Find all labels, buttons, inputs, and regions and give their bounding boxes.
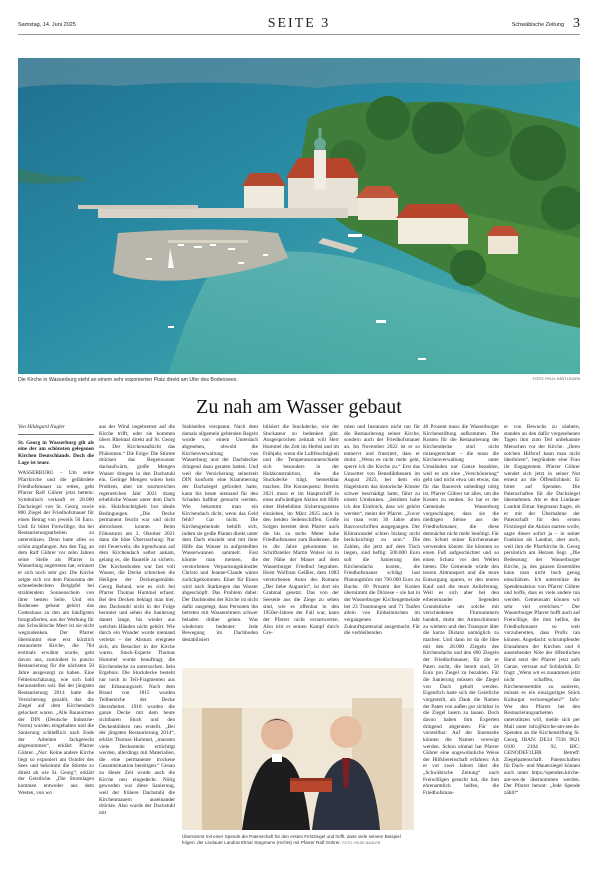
column-text: bilisiert die Stuckdecke, wie der Stuckateur zu bedenken gibt. Ausgesprochen zeitnah will Herr Hummel die Zeit im Herbst und im Frühjahr, wenn die Luftfeuchtigkeit und die Temperaturunterschiede sich besonders in der Holzkonstruktion, die die Stuckdecke trägt, bemerkbar machen. Die Konsequenz: Bereits 2021 muss er im Hauptschiff in einer aufwändigen Aktion mit Hilfe einer Hebebühne Sicherungsnetze einziehen, im März 2025 auch in den beiden Seitenschiffen. Große Sorgen bereitet dem Pfarrer auch die bis zu sechs Meter hohe Friedhofsmauer zum Bodensee, die in die Jahre gekommen ist. Schriftsteller Martin Walser ist in der Nähe der Mauer auf dem Wasserburger Friedhof begraben. Horst Wolfram Geißler, dem 1983 verstorbenen Autor des Romans „Der liebe Augustin“, ist dort ein Grabmal gesetzt. Das von der Seeseite aus die Ziege zu sehen sind, wie es offenbar in den 1950er-Jahren der Fall war, kann der Pfarrer nicht verantworten. Also tritt er seinen Kampf durch Gre- xyxy=(263,424,339,637)
section-title: SEITE 3 xyxy=(267,16,331,31)
column-text: mien und Instanzen nicht nur für die Restaurierung seiner Kirche, sondern auch der Friedhofsmauer an. Im November 2022 ist er so entnervt und frustriert, dass er droht: „Wenn es nicht mehr geht, sperre ich die Kirche zu.“ Erst das Unwetter von Benediktbeuern im August 2023, bei dem ein Hagelsturm das historische Kloster schwer beschädigt hatte, führt zu einem Umdenken. „Seitdem habe ich den Eindruck, dass wir gehört werden“, meint der Pfarrer. „Zuvor ist man vom 30 Jahre alten Bauvorschriften ausgegangen. Der Klimawandel schien bislang nicht berücksichtigt zu sein.“ Die Zahlen, die jetzt auf dem Tisch liegen, sind heftig: 500.000 Euro soll die Sanierung des Kirchendachs kosten, die Friedhofsmauer schlägt laut Planungsbüro mit 700.000 Euro zu Buche. 60 Prozent der Kosten übernimmt die Diözese – sie hat in der Wasserburger Kirchengemeinde bei 23 Traumungen und 71 Taufen allein von Einheimischen im vergangenen Jahr Zukunftspotenzial ausgemacht. Für die verbleibenden xyxy=(344,424,420,637)
photo-caption: Die Kirche in Wasserburg steht an einem sehr exponierten Platz direkt am Ufer des Bodensees. xyxy=(18,377,238,383)
article-column-5 xyxy=(344,424,420,664)
lead-photo xyxy=(18,58,580,374)
inset-caption-text: Übernimmt mit einer Spende die Patenschaft für den ersten Firstziegel und hofft, dass viele seinem Beispiel folgen: der Lindauer Landrat Elmar Stegmann (rechts) mit Pfarrer Ralf Gührer. xyxy=(182,834,401,845)
column-text: 40 Prozent muss die Wasserburger Kirchenstiftung aufkommen. Die Kosten für die Restaurierung der Kirchendecke sind nicht mitangerechnet – die muss die Kirchenverwaltung unter Umständen nur Ganze bezahlen, weil es um eine „Verschönerung“ geht und nicht etwa um etwas, das für das Bauwerk unbedingt nötig ist. Pfarrer Gührer tut alles, um die Kosten zu senken. So hat er der Gemeinde Wasserburg vorgeschlagen, dass sie die niedrigen Steine aus der Friedhofsmauer, die diese demnächst nicht mehr benötigt. Für den Schutt seiner Kirchenmauer verwenden könnte. Sie könnten so einen Fuß aufgeschichtet und so einen Schutz vor den Wellen bieten. Die Gemeinde würde den teuren Abtransport und die teure Entsorgung sparen, er den teuren Kauf und die teure Anlieferung. Weil es sich aber bei den erbeneinander liegenden Grundstücke um solche mit verschiedenen Flurnummern handelt, droht der Amtsschimmel zu wiehern und den Transport über die kurze Distanz unmöglich zu machen. Und dann ist da die Idee mit den 28.000 Ziegeln des Kirchendachs und den 800 Ziegeln der Friedhofsmauer, für die er Paten sucht, die bereit sind, 50 Euro pro Ziegel zu bezahlen. Für die Sanierung müssen die Ziegel von Dach geholt werden. Eigentlich hatte sich der Geistliche vorgestellt, als Dank die Namen der Paten von außen gut sichtbar in die Ziegel lasern zu lassen. Doch davon haben ihm Experten dringend abgeraten: Für sie vorstellbar: Auf der Innenseite können die Namen verewigt werden. Schon einmal hat Pfarrer Gührer eine ungewöhnliche Weise der Hilfsbereitschaft erfahren: Als er vor zwei Jahren über die „Schwäbische Zeitung“ nach Freiwilligen gesucht hat, die ihm ehrenamtlich helfen, die Friedhofsmau- xyxy=(423,424,499,797)
article-column-7 xyxy=(504,424,580,859)
inset-photo xyxy=(182,668,414,830)
article-body xyxy=(18,424,580,859)
column-text: aus der Wind ungebremst auf die Kirche trifft, oder sie kommen übers Rheintal direkt auf St. Georg zu. Der Kirchenaufsicht das Phänomen.“ Die Folge: Die Stürme drücken das Regenwasser dachaufwärts, große Mengen Wasser dringen in den Dachstuhl ein. Geringe Mengen wären kein Problem, aber im sturmreichen regenreichen Jahr 2021 drang erhebliche Wasser unter dem Dach ein. Holzfeuchtigkeit bot ideale Bedingungen. „Die Decke permanent feucht war und nicht abtrocknen konnte. Beim Föhnsturm am 3. Oktober 2021 dann die böse Überraschung: Nur mit Feuerwehr, die irgendwann auf dem Kirchendach selbst ankam, gelang es, die Bauteile zu sichern. Der Kirchenboden war fast voll Wasser, die Decke schrecken die Heiligen der Deckengemälde. Georg Belund, wie es sich bei Pfarrer Thomas Hummel erfasst. Bei den Decken beklagt man hier, den Dachstuhl nicht in der Folge herunter und sehen die Sanierung dauert lange, bis wieder aus welchen Händen nicht gehört. Wie durch ein Wunder wurde niemand verletzt – der Absturz ereignete sich, als Besucher in der Kirche waren. Stuck-Experte Thomas Hummel wurde beauftragt, die Kirchendecke zu untersuchen. Sein Ergebnis: Die Stuckdecke besteht nur noch in Teil-Fragmenten aus der Erbauungszeit. Nach dem Brand von 1815 wurden Teilbereiche der Decke überarbeitet. 1918 wurden die ganze Decke mit dem heute sichtbaren Stuck und den Deckenbildern neu erstellt. „Bei der jüngsten Restaurierung 2014“, erklärt Thomas Hummel, „mussten viele Deckenteile ertüchtigt werden, allerdings mit Materialien, die eine permanente trockene Gesamtsituation benötigen.“ Genau zu dieser Zeit wurde auch die Kirche neu eingedeckt. Nötig geworden war diese Sanierung, weil der frühere Dachstuhl die Kirchenmauern auseinander drückte. Also wurde der Dachstuhl mit xyxy=(99,424,175,817)
author-byline: Von Hildegard Nagler xyxy=(18,424,94,435)
column-text: er von Bewuchs zu säubern, standen an den dafür vorgesehenen Tagen ihm zum Teil unbekannte Menschen vor der Kirche. „Ihren solchen Hilfsruf kann man nicht überhören“, begründete eine Frau ihr Engagement. Pfarrer Gührer wendet sich jetzt in seiner Not erneut an die Öffentlichkeit: Er bittet auf Spenden. Die Patenschaften für die Dachziegel übernehmen. Als er den Lindauer Landrat Elmar Stegmann fragte, ob er mit der Übernahme der Patenschaft für den ersten Firstziegel die Aktion starten wolle, sagte dieser sofort ja – in seiner Funktion als Landrat, aber auch, weil ihm die Pfarrkirche St. Georg persönlich am Herzen liegt. „Die Bedeutung der Wasserburger Kirche, ja, des ganzen Ensembles kann man nicht hoch genug einschätzen. Ich unterstütze die Spendenaktion von Pfarrer Gührer und hoffe, dass es viele andere tun werden. Gemeinsam können wir sehr viel erreichen.“ Der Wasserburger Pfarrer hofft auch auf Freiwillige, die ihm helfen, die Friedhofsmauer so weit vorzubereiten, dass Profis ran können. Angedacht: schrumpfender Einnahmen der Kirchen und 6 ausstehender Nöte der öffentlichen Hand setzt der Pfarrer jetzt aufs Ganze, vertraut auf Solidarität. Er fragt: „Wenn wir es zusammen jetzt nicht schaffen, das Kirchenensemble zu sanieren, müsste es ein einzigartiges Stück Kulturgut verlorengehen?“ Info: Wer den Pfarrer bei den Restaurierungsarbeiten unterstützen will, melde sich per Mail unter info@kirche-am-see.de. Spenden an die Kirchenstiftung St. Georg, IBAN: DE34 7336 9821 0100 2104 92, BIC: GENODEF1LBR Betreff: Ziegelpatenschaft. Patenschaften für Dach- und Mauerziegel können auch unter https://spenden.kirche-am-see.de übernommen werden. Der Pfarrer betont: „Jede Spende zählt!“ xyxy=(504,424,580,797)
issue-date: Samstag, 14. Juni 2025 xyxy=(18,22,76,28)
column-text: Stahlseilen verspannt. Nach dem damals allgemein geltenden Regeln wurde von einem Unterdach abgesehen, obwohl die Kirchenverwaltung von Wasserburg und der Dachdecker dringend dazu geraten hatten. Und weil die Versicherung seinerzeit DIN konform eine Klammerung der Dachziegel gefordert hatte, kann bis heute niemand für den Schaden haftbar gemacht werden. Wie bekommt man ein Kirchendach dicht, wenn das Geld fehlt? Gar nicht. Die Kirchengemeinde behilft sich, indem sie große Planen direkt unter dem Dach einzieht und mit ihrer Hilfe das Wasser in aufgestellten Wasserwannen sammelt. Fast könnte man meinen, die verstorbenen Verpackungskünstler Christo und Jeanne-Claude wären zurückgekommen. Einer für Einen wird nach Starkregen das Wasser abgeschöpft. Das Problem dabei: Der Dachboden der Kirche ist nicht dafür ausgelegt, dass Personen ihn betreten mit Wassereimern schwer beladen drüber gehen. Was wiederum bedeutet: Jede Bewegung im Dachboden destabilisiert xyxy=(182,424,258,643)
page-header xyxy=(18,12,580,35)
article-column-3 xyxy=(182,424,258,664)
article-headline: Zu nah am Wasser gebaut xyxy=(196,396,402,418)
article-teaser: St. Georg in Wasserburg gilt als eine der am schönsten gelegenen Kirchen Deutschlands. Doch die Lage ist teuer. xyxy=(18,439,94,466)
newspaper-name: Schwäbische Zeitung xyxy=(511,22,564,28)
inset-credit: FOTO: HILDE NAGLER xyxy=(342,840,381,845)
article-column-6 xyxy=(423,424,499,859)
article-column-1 xyxy=(18,424,94,859)
article-column-4 xyxy=(263,424,339,664)
inset-caption xyxy=(182,834,414,847)
two-men-photo xyxy=(182,668,414,830)
column-text: WASSERBURG – Um seine Pfarrkirche und die gefährdete Friedhofsmauer zu retten, geht Pfarrer Ralf Gührer jetzt betteln: Symbolisch verkauft er 28.000 Dachziegel von St. Georg sowie 800 Ziegel der Friedhofsmauer für einen Betrag von jeweils 50 Euro. Und: Er bittet Freiwillige, ihn bei Restaurierungsarbeiten zu unterstützen. Denn hatte alles so schön angefangen. Am den Tag, an dem Ralf Gührer vor zehn Jahren seine Stelle als Pfarrer in Wasserburg angetreten hat, erinnert er sich noch sehr gut. Die Kirche zeigte sich vor dem Panorama der schneebedeckten Bergipfel bei strahlendem Sonnenschein von ihrer besten Seite. Und ein Bodensee gebaut gehört das Gotteshaus zu den am häufigsten fotografierten, aus der Werbung für das Schwäbische Meer ist sie nicht wegzudenken. Der Pfarrer übernimmt eine erst kürzlich restaurierte Kirche, die 784 erstmals erwähnt wurde, geht davon aus, zumindest in puncto Restaurierung für die nächsten 50 Jahre ausgesorgt zu haben. Eine Fehleinschätzung, wie sich bald herausstellen soll. Bei der jüngsten Restaurierung 2014 hatte die Versicherung gezahlt, das die Ziegel auf dem Kirchendach gelockert waren. „Alle Baunormen der DIN (Deutsche Industrie-Norm) wurden eingehalten und die Sanierung schließlich nach Ende der Arbeiten fachgerecht abgenommen“, erklärt Pfarrer Gührer. „Nur: Keine andere Kirche liegt so exponiert am Ostufer des Sees und bekommt die Stürme so direkt ab wie St. Georg“, erklärt der Geistliche. „Die Sturmlagen kommen entweder aus dem Westen, von wo xyxy=(18,470,94,796)
article-column-2 xyxy=(99,424,175,859)
page-number: 3 xyxy=(573,16,580,31)
photo-credit: FOTO: FELIX KÄSTLE/DPA xyxy=(532,377,580,381)
church-lake-photo xyxy=(18,58,580,374)
